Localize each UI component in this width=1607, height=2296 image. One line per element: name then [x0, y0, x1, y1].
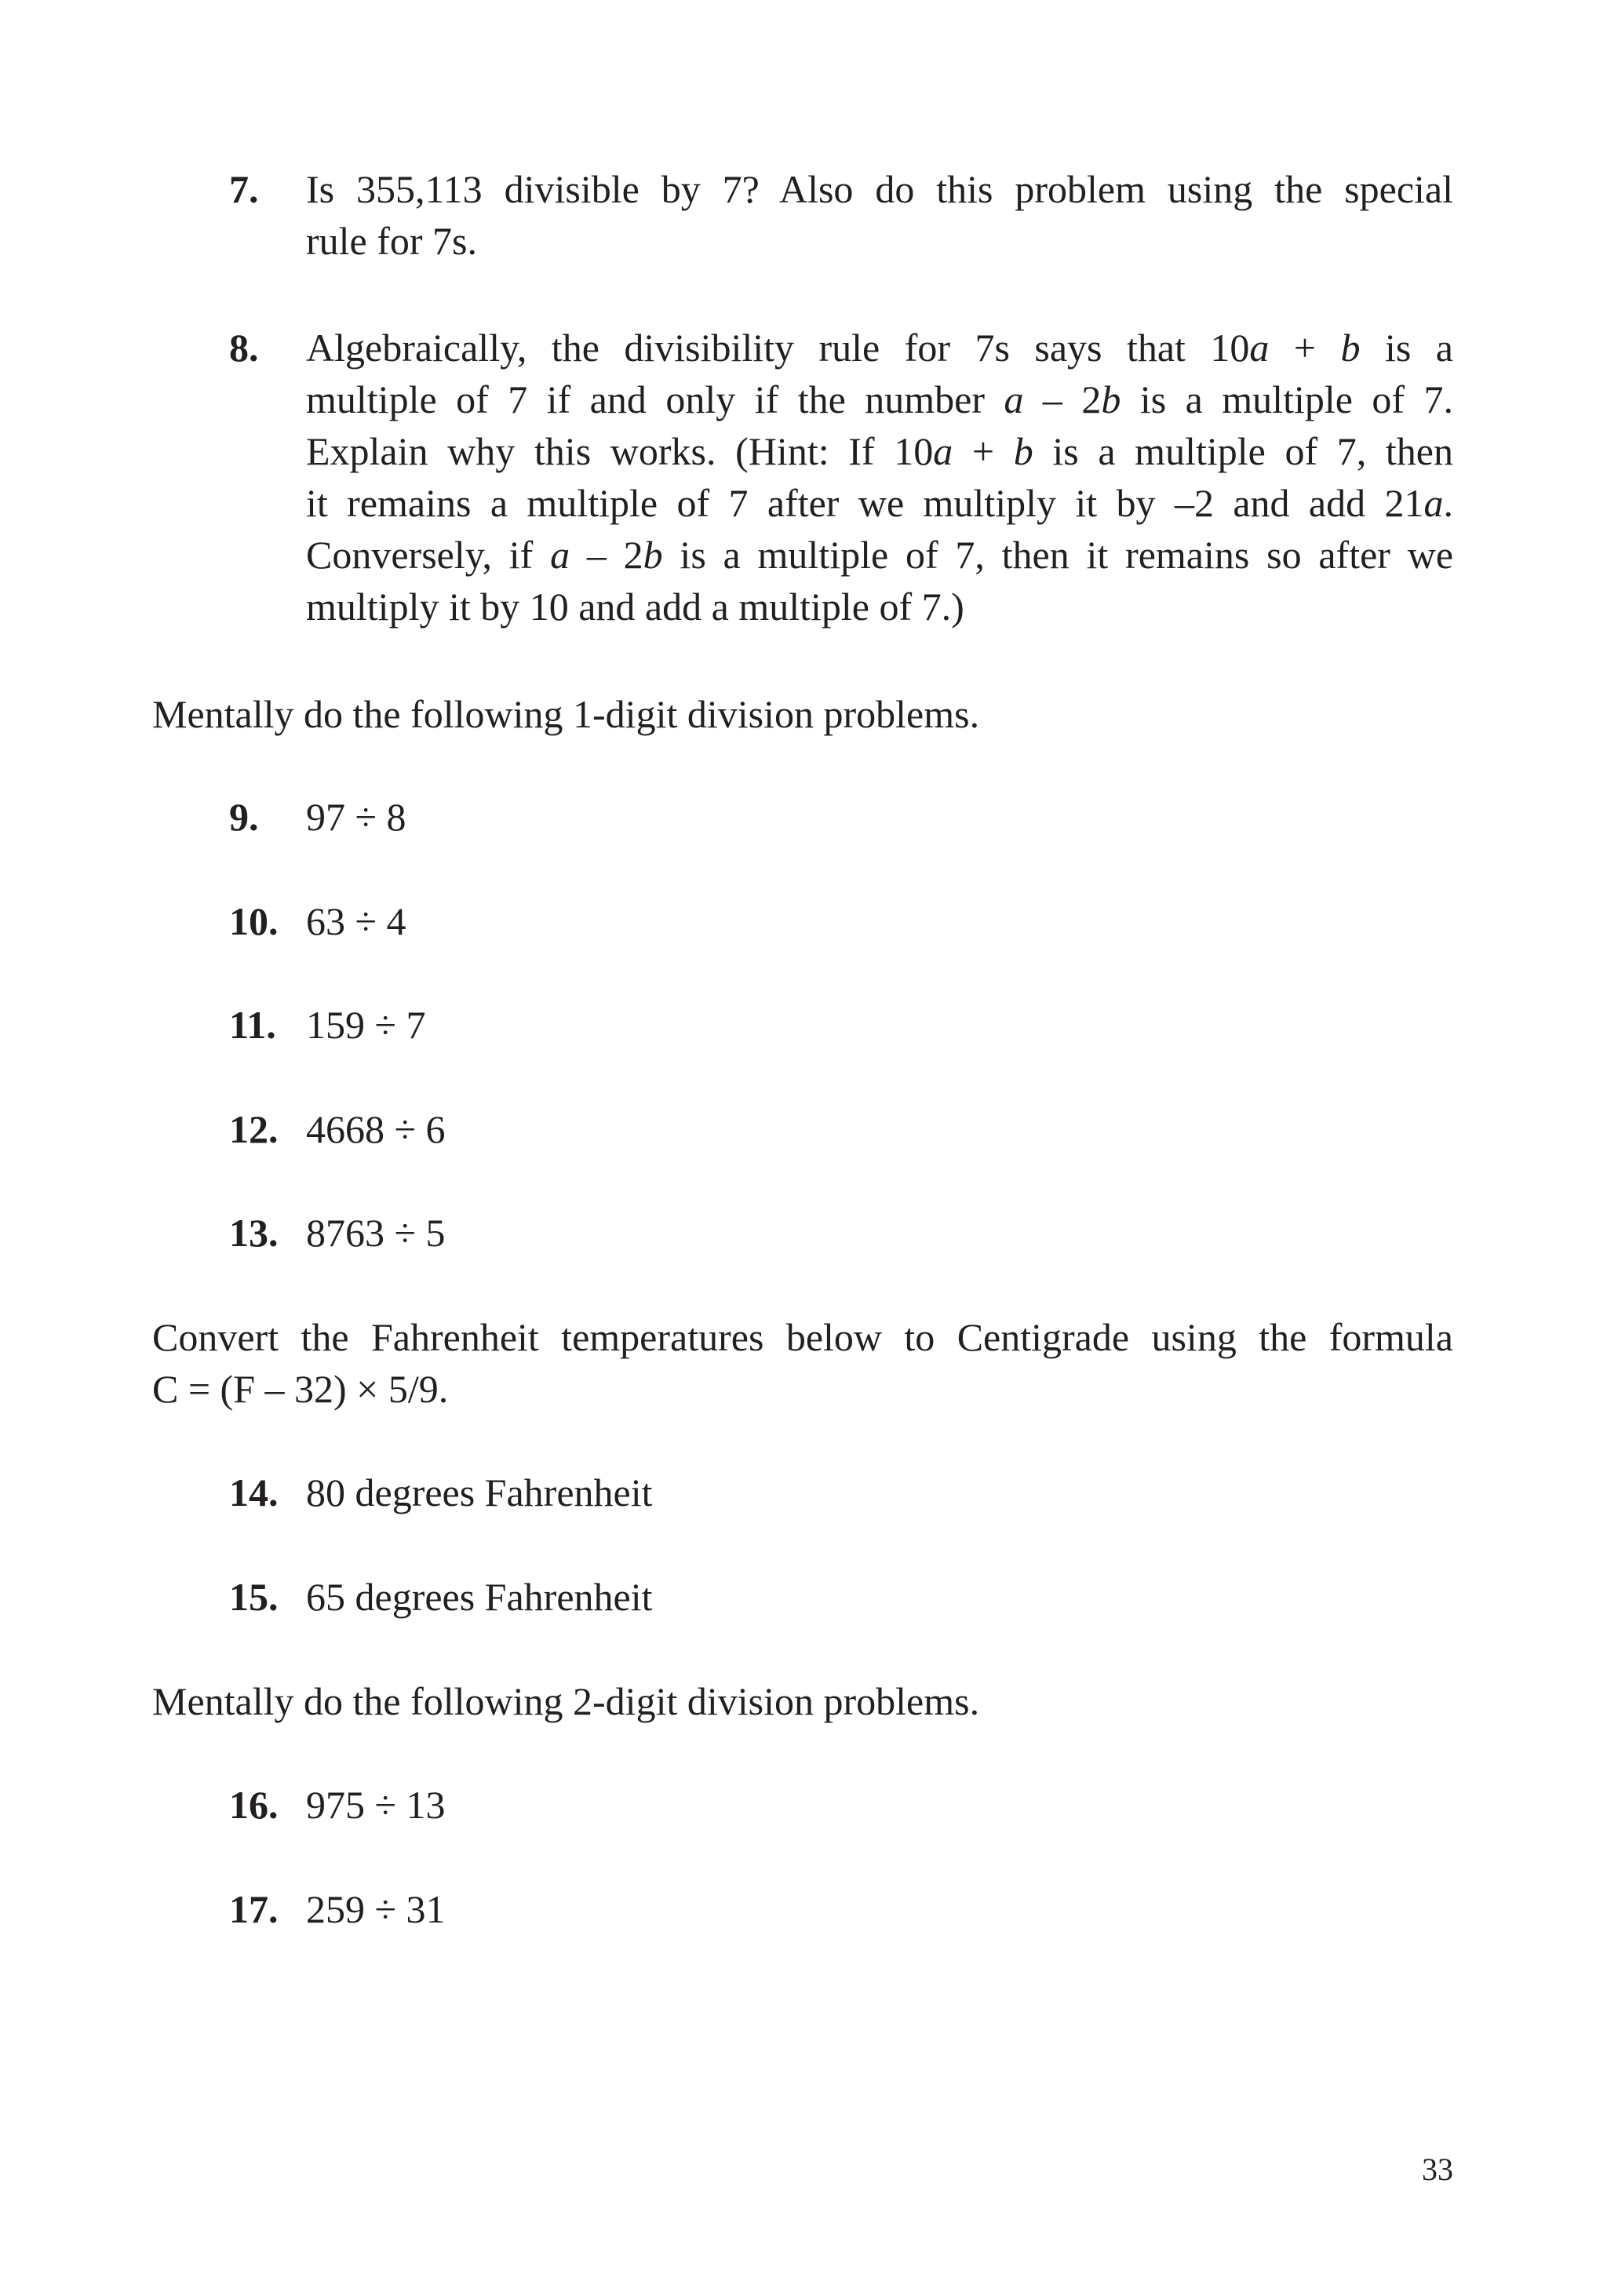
text-run: is a multiple of 7, then it remains so after we: [662, 533, 1454, 577]
problem-line: 159 ÷ 7: [306, 1003, 426, 1047]
problem-number: 15.: [229, 1575, 279, 1619]
problem-line: 259 ÷ 31: [306, 1887, 446, 1931]
problem-10: [229, 895, 1453, 947]
math-variable: b: [1101, 377, 1121, 421]
problem-line: 65 degrees Fahrenheit: [306, 1575, 653, 1619]
problem-number: 7.: [229, 167, 259, 211]
problem-text: [306, 895, 1453, 947]
instruction-line: Convert the Fahrenheit temperatures below to Centigrade using the formula: [152, 1315, 1453, 1359]
problem-text: [306, 1207, 1453, 1259]
text-run: – 2: [1023, 377, 1102, 421]
math-variable: a: [1004, 377, 1024, 421]
instruction-line: Mentally do the following 2-digit division problems.: [152, 1679, 980, 1723]
instruction-two-digit-division: [152, 1675, 1453, 1727]
text-run: Explain why this works. (Hint: If 10: [306, 429, 934, 473]
problem-17: [229, 1883, 1453, 1935]
problem-text: [306, 163, 1453, 267]
problem-number: 16.: [229, 1783, 279, 1827]
math-variable: a: [1423, 481, 1444, 525]
math-variable: a: [933, 429, 953, 473]
problem-text: [306, 1467, 1453, 1518]
text-run: Conversely, if: [306, 533, 551, 577]
problem-number: 8.: [229, 326, 259, 370]
problem-16: [229, 1779, 1453, 1831]
problem-line: 975 ÷ 13: [306, 1783, 446, 1827]
problem-line: [306, 322, 1453, 374]
problem-number: 9.: [229, 795, 259, 839]
problem-text: [306, 791, 1453, 843]
problem-line: 80 degrees Fahrenheit: [306, 1471, 653, 1514]
problem-13: [229, 1207, 1453, 1259]
problem-text: [306, 1883, 1453, 1935]
problem-line: 8763 ÷ 5: [306, 1211, 446, 1255]
problem-number: 11.: [229, 1003, 276, 1047]
text-run: .: [1443, 481, 1453, 525]
problem-15: [229, 1571, 1453, 1623]
problem-number: 13.: [229, 1211, 279, 1255]
problem-text: [306, 322, 1453, 632]
problem-line: [306, 374, 1453, 425]
math-variable: a: [1249, 326, 1270, 370]
text-run: is a multiple of 7.: [1121, 377, 1454, 421]
problem-line: [306, 477, 1453, 529]
problem-number: 14.: [229, 1471, 279, 1514]
math-variable: b: [643, 533, 663, 577]
math-variable: a: [550, 533, 570, 577]
text-run: Algebraically, the divisibility rule for 7s says that 10: [306, 326, 1250, 370]
problem-line: [306, 529, 1453, 581]
problem-number: 12.: [229, 1107, 279, 1151]
problem-line: Is 355,113 divisible by 7? Also do this problem using the special: [306, 167, 1453, 211]
text-run: is a: [1360, 326, 1453, 370]
problem-9: [229, 791, 1453, 843]
problem-text: [306, 999, 1453, 1051]
problem-line: 63 ÷ 4: [306, 899, 406, 943]
problem-7: [229, 163, 1453, 267]
problem-11: [229, 999, 1453, 1051]
instruction-line: Mentally do the following 1-digit division problems.: [152, 692, 980, 736]
text-run: multiple of 7 if and only if the number: [306, 377, 1004, 421]
text-run: +: [953, 429, 1014, 473]
text-run: – 2: [570, 533, 643, 577]
text-run: +: [1269, 326, 1341, 370]
problem-number: 10.: [229, 899, 279, 943]
math-variable: b: [1013, 429, 1033, 473]
text-run: is a multiple of 7, then: [1033, 429, 1454, 473]
instruction-one-digit-division: [152, 688, 1453, 740]
instruction-convert-temperatures: [152, 1311, 1453, 1415]
problem-text: [306, 1103, 1453, 1155]
instruction-line: C = (F – 32) × 5/9.: [152, 1367, 449, 1411]
problem-line: multiply it by 10 and add a multiple of 7.): [306, 585, 964, 629]
page-number: 33: [1422, 2152, 1453, 2187]
problem-number: 17.: [229, 1887, 279, 1931]
problem-line: rule for 7s.: [306, 219, 477, 263]
problem-line: [306, 425, 1453, 477]
math-variable: b: [1340, 326, 1361, 370]
problem-12: [229, 1103, 1453, 1155]
problem-8: [229, 322, 1453, 632]
problem-text: [306, 1571, 1453, 1623]
problem-14: [229, 1467, 1453, 1518]
text-run: it remains a multiple of 7 after we multiply it by –2 and add 21: [306, 481, 1424, 525]
problem-line: 4668 ÷ 6: [306, 1107, 446, 1151]
problem-line: 97 ÷ 8: [306, 795, 406, 839]
problem-text: [306, 1779, 1453, 1831]
